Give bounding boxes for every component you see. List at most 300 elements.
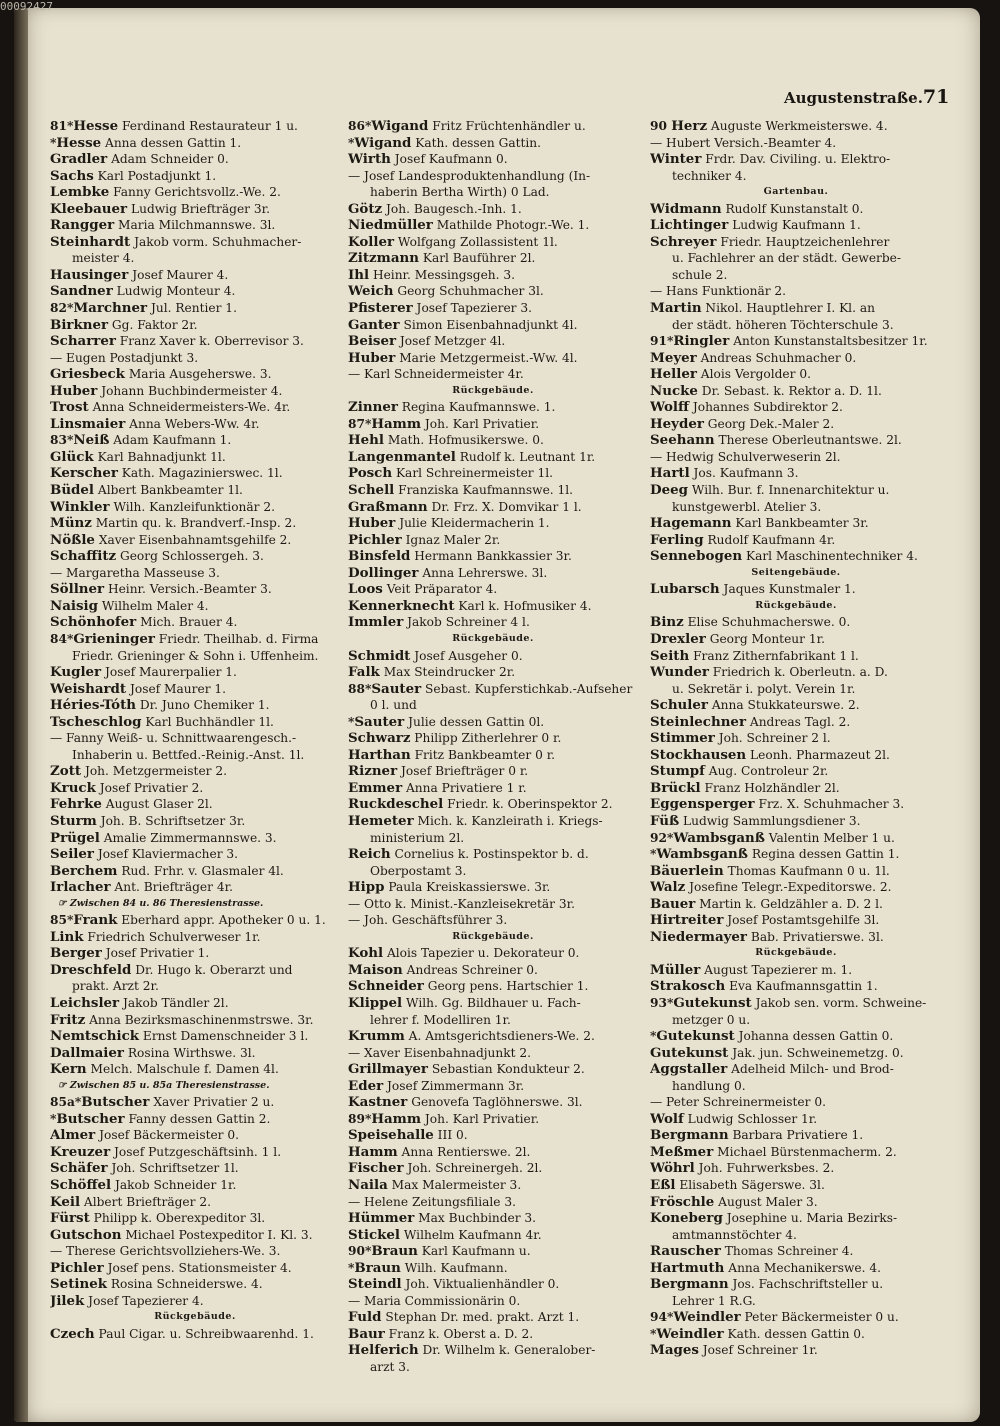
resident-surname: Bergmann bbox=[650, 1276, 729, 1293]
resident-surname: Eßl bbox=[650, 1177, 676, 1193]
directory-entry bbox=[650, 830, 942, 847]
directory-entry bbox=[650, 978, 942, 995]
entry-details: Frdr. Dav. Civiling. u. Elektro- bbox=[701, 152, 891, 167]
resident-surname: Weich bbox=[348, 283, 394, 300]
entry-details: Wilhelm Maler 4. bbox=[98, 598, 209, 613]
resident-surname: Dallmaier bbox=[50, 1044, 124, 1061]
entry-details: Georg Dek.-Maler 2. bbox=[703, 416, 835, 431]
directory-entry bbox=[50, 813, 340, 830]
resident-surname: Lichtinger bbox=[650, 217, 729, 234]
entry-details: Georg Schlossergeh. 3. bbox=[116, 549, 264, 564]
entry-details: Andreas Tagl. 2. bbox=[746, 714, 851, 729]
entry-details: Philipp k. Oberexpeditor 3l. bbox=[89, 1211, 266, 1226]
directory-entry bbox=[50, 714, 340, 731]
resident-surname: Zinner bbox=[348, 399, 398, 416]
directory-entry bbox=[348, 962, 638, 979]
entry-details: Josef Postamtsgehilfe 3l. bbox=[723, 913, 880, 928]
directory-entry bbox=[348, 234, 638, 251]
entry-details: ministerium 2l. bbox=[370, 830, 465, 845]
resident-surname: Sachs bbox=[50, 167, 94, 184]
entry-details: Amalie Zimmermannswe. 3. bbox=[99, 830, 277, 845]
resident-surname: Neiß bbox=[73, 432, 110, 449]
resident-surname: Huber bbox=[348, 515, 396, 532]
entry-details: Andreas Schuhmacher 0. bbox=[696, 350, 857, 365]
resident-surname: Gutekunst bbox=[650, 1044, 729, 1061]
resident-surname: Wöhrl bbox=[650, 1160, 695, 1177]
directory-entry bbox=[650, 648, 942, 665]
directory-entry bbox=[650, 813, 942, 830]
entry-details: Aug. Controleur 2r. bbox=[704, 764, 829, 779]
entry-details: Dr. Hugo k. Oberarzt und bbox=[131, 962, 293, 977]
entry-details: Ludwig Kaufmann 1. bbox=[728, 218, 861, 233]
book-spine bbox=[14, 8, 28, 1422]
entry-details: Josef Metzger 4l. bbox=[396, 334, 506, 349]
resident-surname: Söllner bbox=[50, 581, 105, 598]
entry-continuation bbox=[348, 697, 638, 714]
resident-surname: Brückl bbox=[650, 779, 701, 796]
house-number: 81* bbox=[50, 119, 74, 133]
directory-entry bbox=[50, 267, 340, 284]
directory-entry bbox=[650, 1194, 942, 1211]
entry-details: ☞ Zwischen 84 u. 86 Theresienstrasse. bbox=[58, 897, 264, 909]
entry-details: Mich. Brauer 4. bbox=[136, 615, 238, 630]
directory-entry bbox=[650, 929, 942, 946]
entry-details: — Maria Commissionärin 0. bbox=[348, 1293, 521, 1308]
house-number: 82* bbox=[50, 301, 74, 316]
directory-entry bbox=[50, 912, 340, 929]
entry-details: Fanny Gerichtsvollz.-We. 2. bbox=[109, 185, 281, 200]
directory-entry bbox=[348, 217, 638, 234]
entry-continuation bbox=[650, 267, 942, 284]
resident-surname: Schwarz bbox=[348, 730, 411, 747]
entry-details: Gartenbau. bbox=[763, 186, 829, 198]
entry-details: haberin Bertha Wirth) 0 Lad. bbox=[370, 185, 550, 200]
entry-details: Franz Holzhändler 2l. bbox=[700, 780, 840, 795]
resident-surname: Zott bbox=[50, 763, 82, 780]
directory-entry bbox=[348, 614, 638, 631]
directory-entry bbox=[50, 863, 340, 880]
resident-surname: Rizner bbox=[348, 763, 398, 780]
entry-details: Veit Präparator 4. bbox=[382, 582, 498, 597]
entry-details: Eva Kaufmannsgattin 1. bbox=[725, 979, 878, 994]
entry-details: Franz Xaver k. Oberrevisor 3. bbox=[115, 334, 304, 349]
directory-entry bbox=[348, 896, 638, 913]
resident-surname: Kern bbox=[50, 1061, 87, 1078]
entry-details: Fritz Früchtenhändler u. bbox=[428, 119, 586, 133]
directory-entry bbox=[650, 300, 942, 317]
directory-entry bbox=[650, 333, 942, 350]
entry-details: Wilh. Kanzleifunktionär 2. bbox=[109, 499, 275, 514]
directory-entry bbox=[50, 217, 340, 234]
resident-surname: Wambsganß bbox=[656, 846, 748, 863]
entry-details: Anna Rentierswe. 2l. bbox=[397, 1144, 531, 1159]
directory-entry bbox=[348, 978, 638, 995]
resident-surname: Wambsganß bbox=[673, 829, 765, 846]
directory-entry bbox=[348, 1111, 638, 1128]
entry-details: Anna Stukkateurswe. 2. bbox=[707, 698, 860, 713]
directory-entry bbox=[348, 300, 638, 317]
directory-entry bbox=[50, 1111, 340, 1128]
resident-surname: Wunder bbox=[650, 664, 709, 681]
entry-details: Anna Privatiere 1 r. bbox=[402, 780, 527, 795]
scan-id: 00092427 bbox=[0, 0, 53, 13]
resident-surname: Heller bbox=[650, 366, 697, 383]
entry-continuation bbox=[650, 317, 942, 334]
entry-details: Rückgebäude. bbox=[452, 632, 534, 644]
section-heading bbox=[348, 383, 638, 400]
entry-details: Ignaz Maler 2r. bbox=[401, 532, 501, 547]
directory-entry bbox=[50, 962, 340, 979]
entry-details: Jakob Schneider 1r. bbox=[111, 1178, 237, 1192]
entry-details: Elisabeth Sägerswe. 3l. bbox=[675, 1178, 825, 1192]
entry-details: Joh. Schreiner 2 l. bbox=[714, 731, 831, 746]
entry-details: Karl Buchhändler 1l. bbox=[141, 714, 274, 729]
resident-surname: Rauscher bbox=[650, 1243, 721, 1260]
entry-details: Josef Tapezierer 4. bbox=[84, 1293, 204, 1308]
directory-entry bbox=[348, 465, 638, 482]
entry-details: Rudolf Kaufmann 4r. bbox=[703, 532, 836, 547]
directory-entry bbox=[348, 532, 638, 549]
directory-entry bbox=[348, 151, 638, 168]
directory-entry bbox=[348, 1144, 638, 1161]
resident-surname: Marchner bbox=[73, 300, 148, 317]
directory-entry bbox=[50, 135, 340, 152]
resident-surname: Langenmantel bbox=[348, 448, 456, 465]
directory-entry bbox=[650, 449, 942, 466]
entry-details: Josef Kaufmann 0. bbox=[390, 152, 508, 167]
entry-details: Joh. Viktualienhändler 0. bbox=[401, 1277, 560, 1292]
entry-details: Ludwig Monteur 4. bbox=[112, 284, 236, 299]
resident-surname: Herz bbox=[671, 118, 708, 134]
entry-details: u. Fachlehrer an der städt. Gewerbe- bbox=[672, 251, 901, 266]
resident-surname: Füß bbox=[650, 812, 680, 829]
entry-details: metzger 0 u. bbox=[672, 1012, 751, 1027]
house-number: 85* bbox=[50, 913, 74, 928]
resident-surname: Fuld bbox=[348, 1309, 382, 1326]
street-note bbox=[50, 1078, 340, 1095]
entry-details: Andreas Schreiner 0. bbox=[402, 962, 538, 977]
directory-entry bbox=[650, 780, 942, 797]
directory-entry bbox=[348, 499, 638, 516]
resident-surname: Seith bbox=[650, 647, 690, 664]
entry-details: Anna Lehrerswe. 3l. bbox=[418, 565, 548, 580]
directory-entry bbox=[650, 863, 942, 880]
directory-entry bbox=[50, 416, 340, 433]
resident-surname: Wigand bbox=[371, 118, 429, 134]
directory-entry bbox=[650, 1243, 942, 1260]
resident-surname: Fritz bbox=[50, 1011, 86, 1028]
entry-details: Karl Maschinentechniker 4. bbox=[742, 549, 918, 564]
resident-surname: Martin bbox=[650, 300, 702, 317]
entry-details: kunstgewerbl. Atelier 3. bbox=[672, 499, 822, 514]
directory-entry bbox=[50, 399, 340, 416]
entry-details: Friedrich k. Oberleutn. a. D. bbox=[708, 665, 888, 680]
house-number: 94* bbox=[650, 1310, 674, 1325]
directory-entry bbox=[348, 350, 638, 367]
resident-surname: Hagemann bbox=[650, 515, 732, 532]
directory-entry bbox=[650, 118, 942, 135]
directory-entry bbox=[50, 1243, 340, 1260]
directory-entry bbox=[650, 416, 942, 433]
resident-surname: Hemeter bbox=[348, 812, 414, 829]
entry-details: Oberpostamt 3. bbox=[370, 863, 467, 878]
resident-surname: Sennebogen bbox=[650, 548, 743, 565]
resident-surname: Drexler bbox=[650, 630, 706, 647]
entry-details: Franziska Kaufmannswe. 1l. bbox=[394, 483, 574, 498]
resident-surname: Steindl bbox=[348, 1276, 402, 1293]
resident-surname: Glück bbox=[50, 448, 94, 465]
entry-details: Josef Privatier 2. bbox=[95, 780, 204, 795]
entry-details: Anna Mechanikerswe. 4. bbox=[724, 1260, 881, 1275]
entry-details: Josef Zimmermann 3r. bbox=[383, 1078, 525, 1093]
directory-entry bbox=[650, 846, 942, 863]
directory-entry bbox=[348, 780, 638, 797]
entry-details: Sebastian Kondukteur 2. bbox=[427, 1062, 585, 1077]
directory-entry bbox=[348, 201, 638, 218]
house-number: * bbox=[50, 1111, 57, 1126]
directory-entry bbox=[348, 317, 638, 334]
resident-surname: Héries-Tóth bbox=[50, 697, 136, 714]
resident-surname: Götz bbox=[348, 200, 383, 217]
directory-entry bbox=[650, 1326, 942, 1343]
resident-surname: Lembke bbox=[50, 184, 110, 201]
resident-surname: Emmer bbox=[348, 779, 403, 796]
directory-entry bbox=[50, 995, 340, 1012]
directory-entry bbox=[650, 1342, 942, 1359]
directory-entry bbox=[50, 482, 340, 499]
resident-surname: Strakosch bbox=[650, 978, 726, 995]
resident-surname: Hamm bbox=[371, 1110, 422, 1127]
entry-continuation bbox=[650, 1227, 942, 1244]
directory-entry bbox=[348, 250, 638, 267]
entry-continuation bbox=[650, 1012, 942, 1029]
directory-entry bbox=[348, 1160, 638, 1177]
resident-surname: Leichsler bbox=[50, 994, 120, 1011]
directory-entry bbox=[650, 912, 942, 929]
entry-details: Joh. Metzgermeister 2. bbox=[81, 764, 227, 779]
resident-surname: Huber bbox=[348, 349, 396, 366]
resident-surname: Schell bbox=[348, 482, 395, 499]
entry-details: — Peter Schreinermeister 0. bbox=[650, 1095, 826, 1110]
entry-details: Anna dessen Gattin 1. bbox=[101, 135, 242, 150]
resident-surname: Beiser bbox=[348, 333, 397, 350]
resident-surname: Hartmuth bbox=[650, 1259, 725, 1276]
resident-surname: Widmann bbox=[650, 200, 722, 217]
house-number: 91* bbox=[650, 334, 674, 349]
directory-entry bbox=[50, 465, 340, 482]
directory-entry bbox=[348, 449, 638, 466]
directory-entry bbox=[650, 664, 942, 681]
resident-surname: Schuler bbox=[650, 697, 708, 714]
directory-entry bbox=[348, 1045, 638, 1062]
directory-entry bbox=[348, 515, 638, 532]
entry-details: Peter Bäckermeister 0 u. bbox=[740, 1310, 899, 1325]
directory-entry bbox=[650, 1210, 942, 1227]
directory-entry bbox=[50, 1177, 340, 1194]
directory-entry bbox=[650, 714, 942, 731]
entry-details: Cornelius k. Postinspektor b. d. bbox=[390, 847, 589, 862]
directory-entry bbox=[348, 681, 638, 698]
resident-surname: Gutekunst bbox=[656, 1028, 735, 1045]
entry-details: Max Steindrucker 2r. bbox=[379, 665, 516, 680]
directory-entry bbox=[50, 234, 340, 251]
directory-entry bbox=[348, 267, 638, 284]
house-number: * bbox=[50, 135, 57, 150]
entry-details: Friedr. k. Oberinspektor 2. bbox=[443, 797, 613, 812]
resident-surname: Fürst bbox=[50, 1210, 90, 1227]
entry-details: Jak. jun. Schweinemetzg. 0. bbox=[728, 1045, 904, 1060]
resident-surname: Hamm bbox=[371, 415, 422, 432]
entry-details: Dr. Wilhelm k. Generalober- bbox=[418, 1343, 596, 1358]
entry-continuation bbox=[650, 250, 942, 267]
directory-entry bbox=[650, 747, 942, 764]
house-number: * bbox=[348, 1260, 355, 1275]
directory-entry bbox=[650, 366, 942, 383]
resident-surname: Hesse bbox=[56, 134, 102, 151]
house-number: * bbox=[650, 1326, 657, 1341]
entry-details: — Otto k. Minist.-Kanzleisekretär 3r. bbox=[348, 896, 575, 911]
resident-surname: Bäuerlein bbox=[650, 862, 724, 879]
entry-details: — Karl Schneidermeister 4r. bbox=[348, 367, 524, 382]
directory-entry bbox=[348, 747, 638, 764]
directory-entry bbox=[50, 1326, 340, 1343]
resident-surname: Seehann bbox=[650, 432, 715, 449]
directory-entry bbox=[50, 515, 340, 532]
entry-details: Wilh. Gg. Bildhauer u. Fach- bbox=[402, 995, 581, 1010]
resident-surname: Falk bbox=[348, 664, 380, 681]
entry-details: Ludwig Briefträger 3r. bbox=[127, 201, 270, 216]
directory-entry bbox=[50, 1227, 340, 1244]
entry-details: — Margaretha Masseuse 3. bbox=[50, 565, 220, 580]
entry-details: Jakob Tändler 2l. bbox=[119, 995, 229, 1010]
entry-details: Martin qu. k. Brandverf.-Insp. 2. bbox=[91, 516, 297, 531]
entry-details: Elise Schuhmacherswe. 0. bbox=[683, 615, 851, 630]
directory-entry bbox=[348, 1326, 638, 1343]
directory-entry bbox=[348, 1028, 638, 1045]
entry-details: Josef Maurerpalier 1. bbox=[101, 665, 237, 680]
entry-details: Kath. dessen Gattin 0. bbox=[723, 1326, 865, 1341]
entry-details: Heinr. Messingsgeh. 3. bbox=[369, 267, 516, 282]
directory-entry bbox=[50, 1061, 340, 1078]
directory-entry bbox=[650, 350, 942, 367]
resident-surname: Deeg bbox=[650, 482, 689, 499]
entry-details: Karl Schreinermeister 1l. bbox=[392, 466, 554, 481]
resident-surname: Wolff bbox=[650, 399, 689, 416]
resident-surname: Heyder bbox=[650, 415, 704, 432]
resident-surname: Walz bbox=[650, 879, 686, 896]
directory-entry bbox=[348, 399, 638, 416]
directory-entry bbox=[650, 482, 942, 499]
entry-details: Friedr. Theilhab. d. Firma bbox=[154, 631, 319, 646]
resident-surname: Steinhardt bbox=[50, 233, 131, 250]
house-number: * bbox=[348, 714, 355, 729]
entry-details: Karl Postadjunkt 1. bbox=[93, 168, 217, 183]
resident-surname: Pichler bbox=[50, 1259, 104, 1276]
entry-details: Friedr. Grieninger & Sohn i. Uffenheim. bbox=[72, 648, 319, 663]
entry-details: Auguste Werkmeisterswe. 4. bbox=[707, 119, 888, 133]
resident-surname: Ringler bbox=[673, 333, 730, 350]
directory-entry bbox=[348, 813, 638, 830]
directory-entry bbox=[650, 532, 942, 549]
entry-details: Adam Schneider 0. bbox=[107, 152, 229, 167]
house-number: 86* bbox=[348, 119, 372, 133]
resident-surname: Ruckdeschel bbox=[348, 796, 444, 813]
entry-details: Rückgebäude. bbox=[452, 930, 534, 942]
resident-surname: Winkler bbox=[50, 498, 110, 515]
entry-details: Max Malermeister 3. bbox=[387, 1178, 522, 1192]
directory-entry bbox=[50, 830, 340, 847]
directory-entry bbox=[50, 929, 340, 946]
column-left bbox=[50, 118, 340, 1342]
house-number: * bbox=[650, 1029, 657, 1044]
directory-entry bbox=[650, 1028, 942, 1045]
entry-details: Josef Maurer 1. bbox=[126, 681, 227, 696]
entry-details: — Xaver Eisenbahnadjunkt 2. bbox=[348, 1045, 532, 1060]
resident-surname: Berger bbox=[50, 945, 102, 962]
entry-continuation bbox=[348, 1359, 638, 1376]
directory-entry bbox=[650, 1160, 942, 1177]
directory-entry bbox=[650, 1061, 942, 1078]
directory-entry bbox=[50, 432, 340, 449]
resident-surname: Sauter bbox=[371, 680, 422, 697]
entry-details: Thomas Schreiner 4. bbox=[720, 1244, 854, 1259]
resident-surname: Kastner bbox=[348, 1094, 408, 1111]
entry-details: A. Amtsgerichtsdieners-We. 2. bbox=[404, 1029, 595, 1044]
resident-surname: Eggensperger bbox=[650, 796, 755, 813]
column-right bbox=[650, 118, 942, 1359]
entry-details: Michael Bürstenmacherm. 2. bbox=[713, 1144, 897, 1159]
entry-details: Regina Kaufmannswe. 1. bbox=[397, 400, 556, 415]
entry-details: Fritz Bankbeamter 0 r. bbox=[410, 747, 556, 762]
entry-details: — Fanny Weiß- u. Schnittwaarengesch.- bbox=[50, 731, 297, 746]
entry-details: Josef Ausgeher 0. bbox=[410, 648, 523, 663]
directory-entry bbox=[348, 995, 638, 1012]
entry-details: Marie Metzgermeist.-Ww. 4l. bbox=[395, 350, 578, 365]
directory-entry bbox=[650, 962, 942, 979]
entry-continuation bbox=[50, 648, 340, 665]
directory-entry bbox=[348, 1127, 638, 1144]
entry-details: Franz k. Oberst a. D. 2. bbox=[384, 1326, 534, 1341]
directory-entry bbox=[348, 1309, 638, 1326]
entry-details: Nikol. Hauptlehrer I. Kl. an bbox=[701, 301, 875, 316]
entry-details: Ant. Briefträger 4r. bbox=[110, 880, 233, 895]
directory-entry bbox=[650, 1177, 942, 1194]
entry-details: Mich. k. Kanzleirath i. Kriegs- bbox=[413, 813, 603, 828]
directory-entry bbox=[50, 350, 340, 367]
directory-entry bbox=[348, 1094, 638, 1111]
directory-entry bbox=[50, 184, 340, 201]
house-number: 87* bbox=[348, 416, 372, 431]
resident-surname: Pfisterer bbox=[348, 300, 413, 317]
entry-details: III 0. bbox=[433, 1128, 468, 1143]
resident-surname: Kruck bbox=[50, 779, 96, 796]
resident-surname: Bergmann bbox=[650, 1127, 729, 1144]
directory-entry bbox=[50, 317, 340, 334]
page-header bbox=[784, 86, 950, 108]
resident-surname: Schönhofer bbox=[50, 614, 137, 631]
entry-details: Josef Schreiner 1r. bbox=[698, 1343, 818, 1358]
house-number: 90 bbox=[650, 119, 672, 133]
resident-surname: Wirth bbox=[348, 151, 391, 168]
directory-entry bbox=[650, 515, 942, 532]
house-number: * bbox=[650, 847, 657, 862]
directory-entry bbox=[50, 300, 340, 317]
resident-surname: Trost bbox=[50, 399, 89, 416]
directory-entry bbox=[650, 614, 942, 631]
entry-details: Georg pens. Hartschier 1. bbox=[423, 979, 589, 994]
entry-details: u. Sekretär i. polyt. Verein 1r. bbox=[672, 681, 856, 696]
directory-entry bbox=[348, 1210, 638, 1227]
